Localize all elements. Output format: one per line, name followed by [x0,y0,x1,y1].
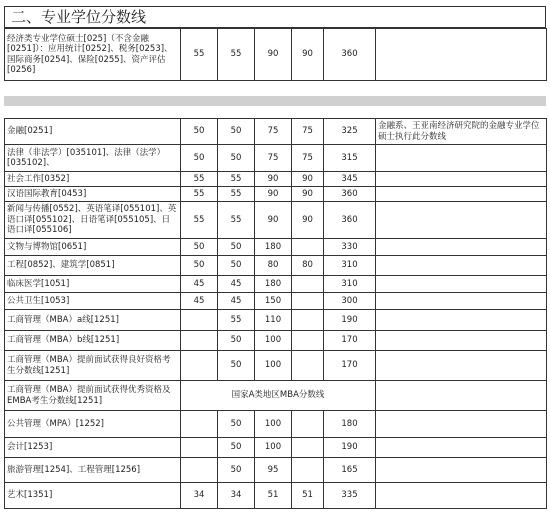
note-cell [376,293,547,310]
score-cell-2: 55 [218,202,255,239]
table-row [5,202,547,239]
score-cell-2: 50 [218,458,255,483]
score-cell-4 [292,351,324,381]
note-cell [376,483,547,509]
table-row [5,256,547,276]
note-cell [376,187,547,202]
total-score-cell: 315 [324,145,376,172]
score-cell-4: 90 [292,202,324,239]
program-name-cell: 旅游管理[1254]、工程管理[1256] [5,458,181,483]
total-score-cell: 325 [324,119,376,145]
total-score-cell: 300 [324,293,376,310]
total-score-cell: 165 [324,458,376,483]
total-score-cell: 170 [324,351,376,381]
program-name-cell: 会计[1253] [5,438,181,458]
program-name-cell: 工商管理（MBA）提前面试获得良好资格考生分数线[1251] [5,351,181,381]
program-name-cell: 社会工作[0352] [5,172,181,187]
score-cell-1 [181,310,218,331]
score-cell-2: 50 [218,239,255,256]
score-cell-4 [292,411,324,438]
score-cell-3: 80 [255,256,292,276]
table-row [5,310,547,331]
score-cell-4 [292,276,324,293]
score-cell-1: 50 [181,256,218,276]
score-cell-2: 50 [218,351,255,381]
score-cell-4: 75 [292,119,324,145]
score-cell-1: 55 [181,202,218,239]
program-name-cell: 公共管理（MPA）[1252] [5,411,181,438]
score-cell-3: 110 [255,310,292,331]
score-cell-2: 55 [218,172,255,187]
score-cell-3: 100 [255,438,292,458]
program-name-cell: 工商管理（MBA）b线[1251] [5,331,181,351]
table-row [5,293,547,310]
table-row [5,351,547,381]
total-score-cell: 310 [324,276,376,293]
score-cell-1 [181,351,218,381]
note-cell [376,381,547,411]
note-cell [376,239,547,256]
score-cell-2: 50 [218,256,255,276]
table-row [5,276,547,293]
total-score-cell: 310 [324,256,376,276]
score-cell-3: 150 [255,293,292,310]
table-row [5,381,547,411]
table-row [5,458,547,483]
table-row [5,239,547,256]
score-cell-1 [181,331,218,351]
table-row [5,331,547,351]
score-cell-2: 45 [218,276,255,293]
score-cell-1: 55 [181,172,218,187]
total-score-cell: 360 [324,29,376,81]
score-cell-4 [292,310,324,331]
total-score-cell: 190 [324,438,376,458]
score-cell-4 [292,331,324,351]
note-cell [376,331,547,351]
program-name-cell: 汉语国际教育[0453] [5,187,181,202]
score-cell-1 [181,458,218,483]
program-name-cell: 经济类专业学位硕士[025]（不含金融[0251]）：应用统计[0252]、税务[0253]、国际商务[0254]、保险[0255]、资产评估[0256] [5,29,181,81]
score-cell-3: 100 [255,331,292,351]
score-cell-1: 55 [181,29,218,81]
score-cell-4: 51 [292,483,324,509]
score-cell-4 [292,458,324,483]
score-cell-2: 50 [218,331,255,351]
program-name-cell: 新闻与传播[0552]、英语笔译[055101]、英语口译[055102]、日语笔译[055105]、日语口译[055106] [5,202,181,239]
score-cell-3: 100 [255,411,292,438]
score-cell-1: 50 [181,145,218,172]
score-cell-2: 50 [218,411,255,438]
note-cell [376,438,547,458]
program-name-cell: 文物与博物馆[0651] [5,239,181,256]
score-cell-3: 75 [255,145,292,172]
score-cell-3: 51 [255,483,292,509]
section-title: 二、专业学位分数线 [4,6,546,28]
table-row [5,411,547,438]
score-cell-2: 55 [218,29,255,81]
score-cell-4 [292,239,324,256]
score-cell-2: 34 [218,483,255,509]
program-name-cell: 公共卫生[1053] [5,293,181,310]
score-cell-3: 90 [255,172,292,187]
score-cell-4: 90 [292,172,324,187]
note-cell [376,276,547,293]
score-cell-1 [181,438,218,458]
score-cell-3: 75 [255,119,292,145]
table-row [5,29,547,81]
program-name-cell: 临床医学[1051] [5,276,181,293]
merged-score-cell: 国家A类地区MBA分数线 [181,381,376,411]
program-name-cell: 工商管理（MBA）a线[1251] [5,310,181,331]
total-score-cell: 345 [324,172,376,187]
total-score-cell: 190 [324,310,376,331]
note-cell [376,458,547,483]
section-divider [4,96,546,106]
score-table-professional [4,118,547,509]
note-cell [376,411,547,438]
note-cell [376,310,547,331]
note-cell [376,256,547,276]
program-name-cell: 金融[0251] [5,119,181,145]
total-score-cell: 330 [324,239,376,256]
score-cell-2: 50 [218,145,255,172]
score-cell-1: 34 [181,483,218,509]
note-cell [376,351,547,381]
score-cell-1: 45 [181,276,218,293]
score-cell-2: 50 [218,438,255,458]
total-score-cell: 360 [324,202,376,239]
table-row [5,438,547,458]
program-name-cell: 工商管理（MBA）提前面试获得优秀资格及EMBA考生分数线[1251] [5,381,181,411]
note-cell [376,202,547,239]
score-cell-1 [181,411,218,438]
table-row [5,119,547,145]
table-row [5,145,547,172]
score-cell-1: 50 [181,119,218,145]
score-cell-1: 50 [181,239,218,256]
score-cell-2: 55 [218,187,255,202]
program-name-cell: 工程[0852]、建筑学[0851] [5,256,181,276]
score-cell-3: 90 [255,202,292,239]
table-row [5,172,547,187]
score-cell-3: 90 [255,29,292,81]
score-cell-4: 90 [292,29,324,81]
score-cell-4 [292,293,324,310]
score-cell-3: 100 [255,351,292,381]
score-table-economics [4,28,547,81]
program-name-cell: 法律（非法学）[035101]、法律（法学）[035102]、 [5,145,181,172]
total-score-cell: 180 [324,411,376,438]
score-cell-4: 75 [292,145,324,172]
program-name-cell: 艺术[1351] [5,483,181,509]
total-score-cell: 360 [324,187,376,202]
note-cell: 金融系、王亚南经济研究院的金融专业学位硕士执行此分数线 [376,119,547,145]
score-cell-3: 90 [255,187,292,202]
score-cell-4: 80 [292,256,324,276]
note-cell [376,145,547,172]
score-cell-3: 180 [255,276,292,293]
score-cell-2: 50 [218,119,255,145]
score-cell-4 [292,438,324,458]
table-row [5,483,547,509]
table-row [5,187,547,202]
score-cell-2: 45 [218,293,255,310]
score-cell-3: 180 [255,239,292,256]
total-score-cell: 170 [324,331,376,351]
score-cell-3: 95 [255,458,292,483]
total-score-cell: 335 [324,483,376,509]
score-cell-4: 90 [292,187,324,202]
score-cell-1: 55 [181,187,218,202]
note-cell [376,29,547,81]
note-cell [376,172,547,187]
score-cell-2: 55 [218,310,255,331]
score-cell-1: 45 [181,293,218,310]
